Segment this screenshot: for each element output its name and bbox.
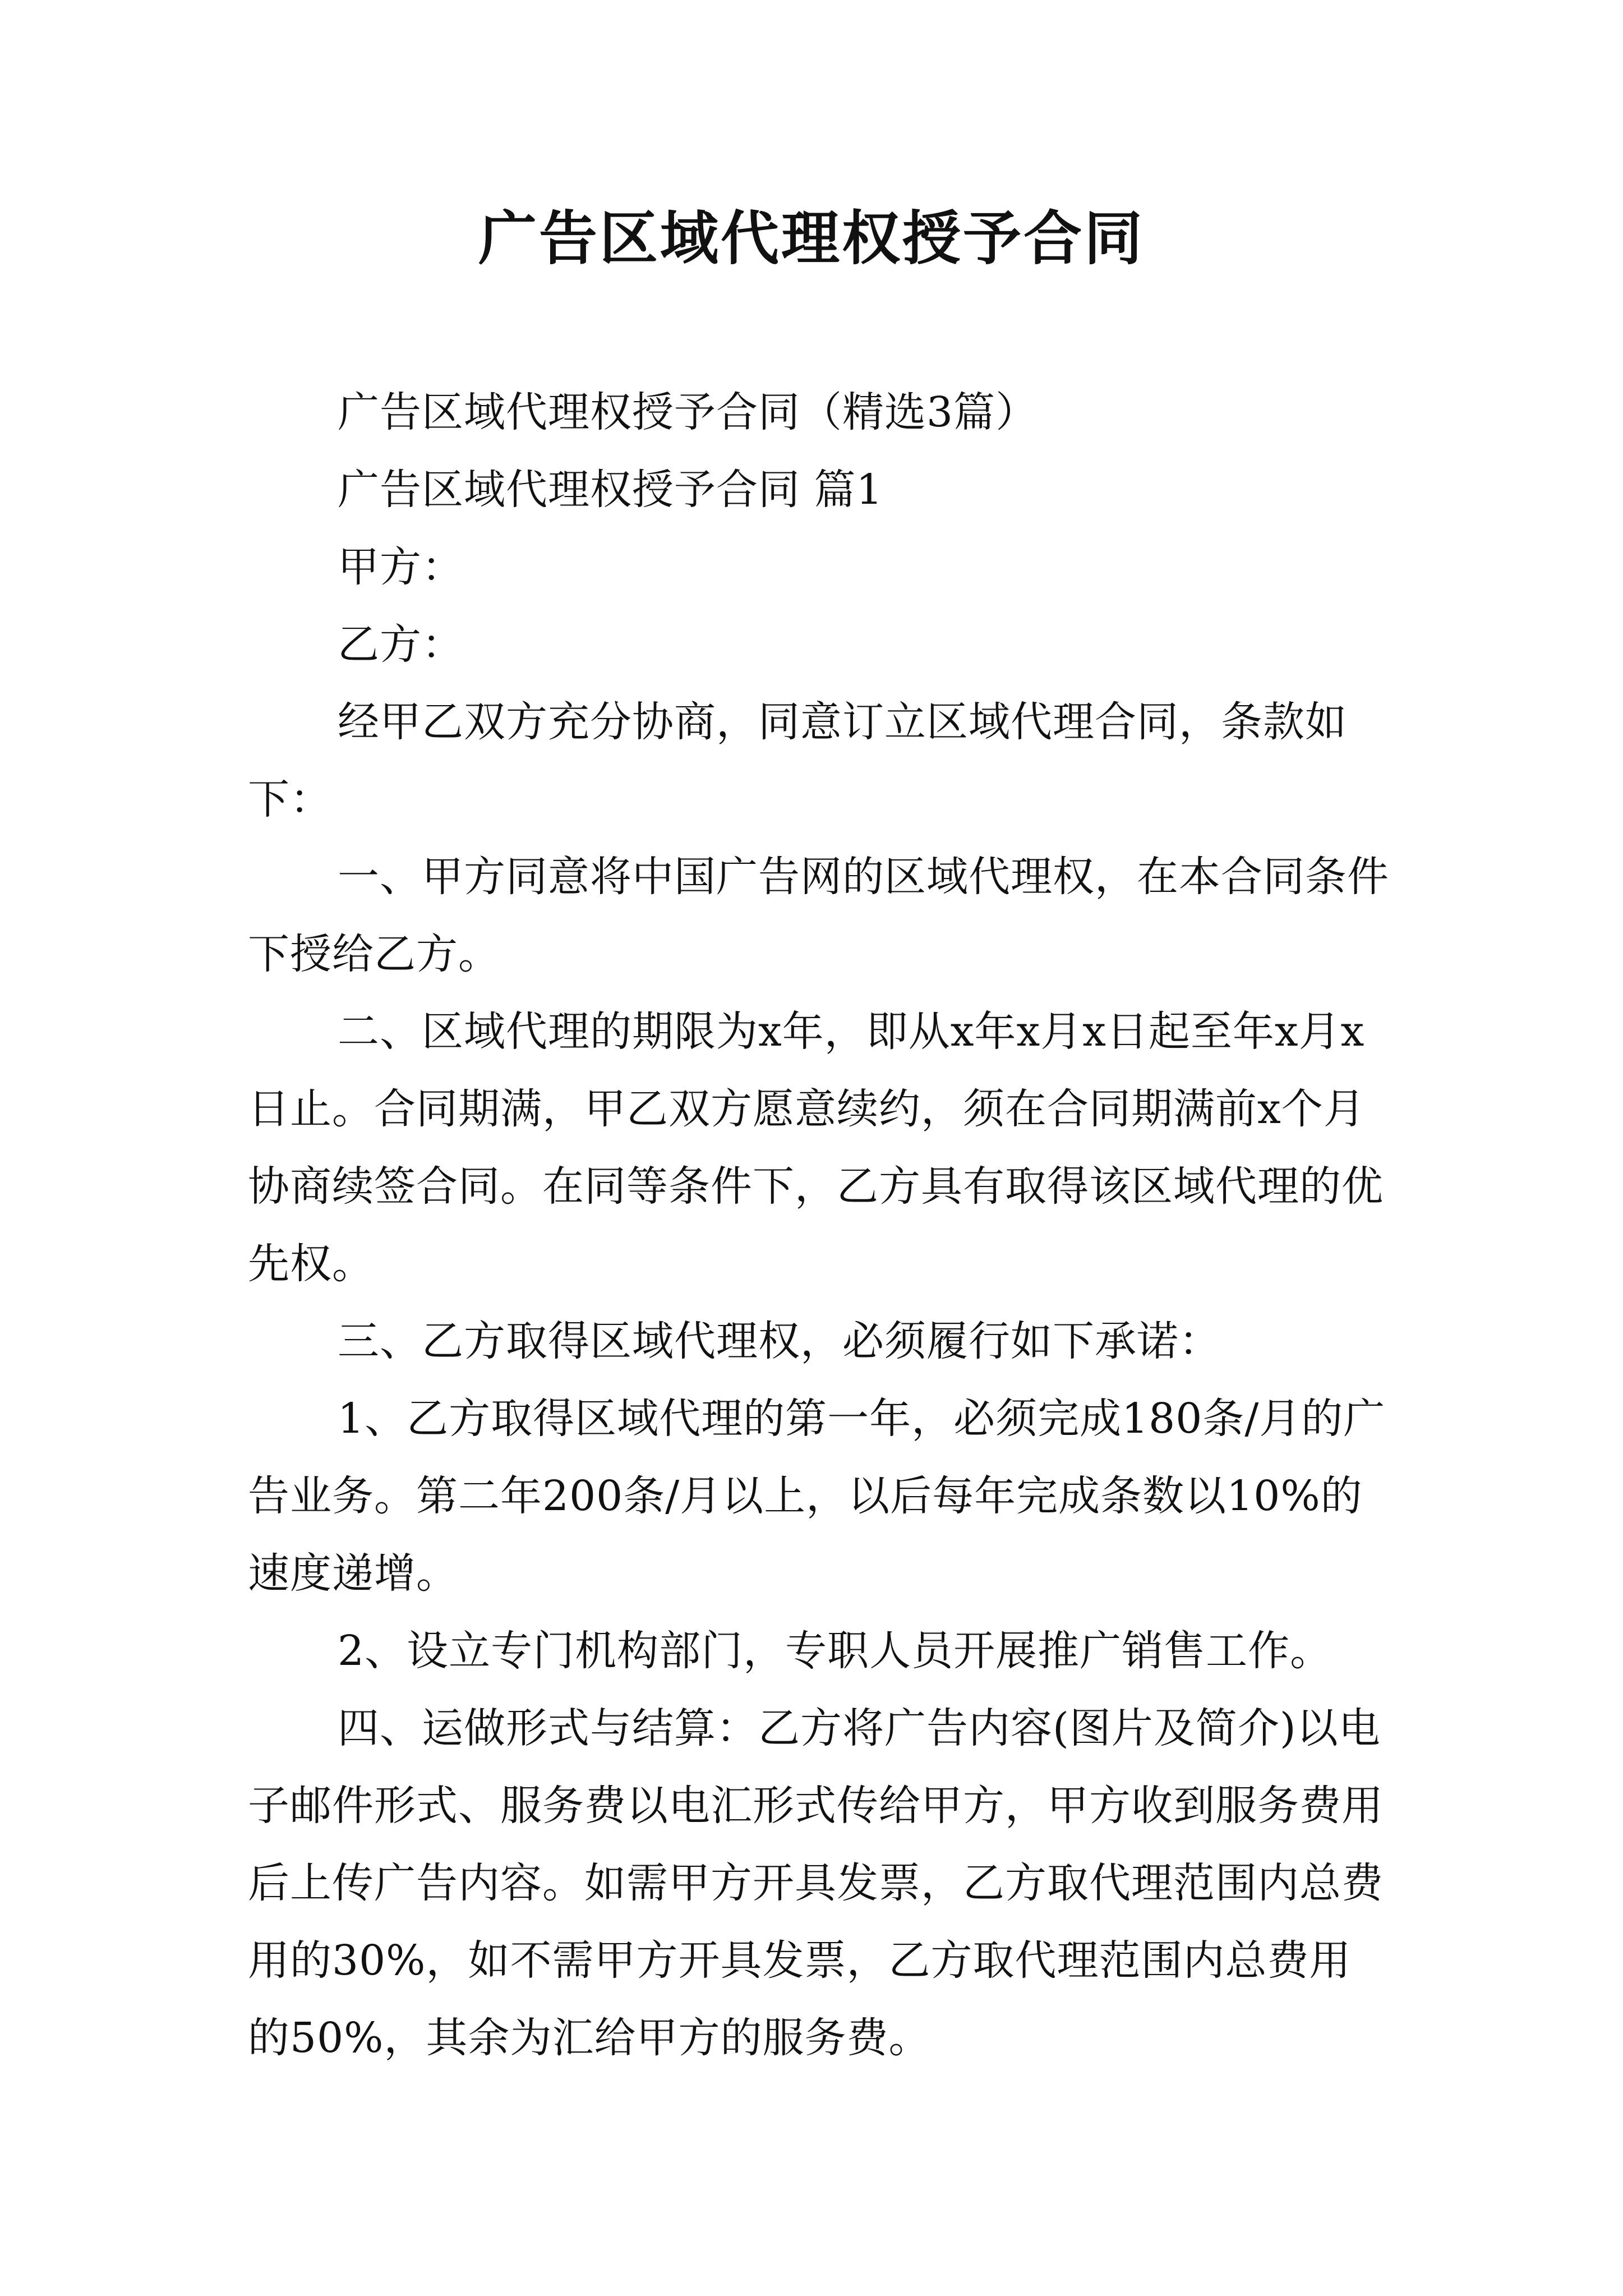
- subtitle-paragraph: 广告区域代理权授予合同（精选3篇）: [338, 388, 1038, 436]
- section-heading-paragraph: 广告区域代理权授予合同 篇1: [338, 466, 883, 514]
- clause-2-paragraph: 二、区域代理的期限为x年，即从x年x月x日起至年x月x日止。合同期满，甲乙双方愿意续约，须在合同期满前x个月协商续签合同。在同等条件下，乙方具有取得该区域代理的优先权。: [248, 1007, 1384, 1288]
- clause-1-paragraph: 一、甲方同意将中国广告网的区域代理权，在本合同条件下授给乙方。: [248, 853, 1389, 978]
- document-body: [248, 374, 1389, 2077]
- clause-3-item-1-paragraph: 1、乙方取得区域代理的第一年，必须完成180条/月的广告业务。第二年200条/月以上，以后每年完成条数以10%的速度递增。: [248, 1395, 1386, 1598]
- clause-4-paragraph: 四、运做形式与结算：乙方将广告内容(图片及简介)以电子邮件形式、服务费以电汇形式传给甲方，甲方收到服务费用后上传广告内容。如需甲方开具发票，乙方取代理范围内总费用的30%，如不需甲方开具发票，乙方取代理范围内总费用的50%，其余为汇给甲方的服务费。: [248, 1704, 1384, 2062]
- clause-3-item-2-paragraph: 2、设立专门机构部门，专职人员开展推广销售工作。: [338, 1627, 1332, 1675]
- party-b-label: 乙方：: [338, 620, 464, 669]
- document-title: 广告区域代理权授予合同: [478, 204, 1145, 273]
- intro-paragraph: 经甲乙双方充分协商，同意订立区域代理合同，条款如下：: [248, 698, 1347, 823]
- party-a-label: 甲方：: [338, 543, 464, 591]
- clause-3-paragraph: 三、乙方取得区域代理权，必须履行如下承诺：: [338, 1317, 1221, 1365]
